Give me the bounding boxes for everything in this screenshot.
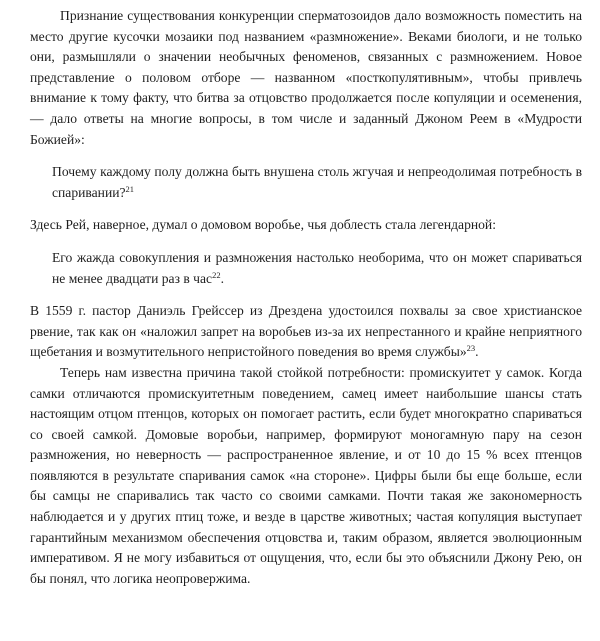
quote-ray-wisdom	[52, 162, 582, 203]
book-page	[30, 6, 582, 589]
footnote-ref-22[interactable]: 22	[212, 269, 221, 280]
paragraph-end-punct: .	[475, 344, 479, 360]
paragraph-text: В 1559 г. пастор Даниэль Грейссер из Дрездена удостоился похвалы за свое христианское рвение, так как он «наложил запрет на воробьев из-за их непрестанного и крайне неприятного щебетания и возмутительного непристойного поведения во время службы»	[30, 303, 582, 360]
quote-text: Его жажда совокупления и размножения настолько необорима, что он может спариваться не менее двадцати раз в час	[52, 249, 582, 286]
paragraph-greisser	[30, 301, 582, 363]
paragraph-house-sparrow	[30, 215, 582, 236]
paragraph-promiscuity	[30, 363, 582, 590]
paragraph-text: Признание существования конкуренции сперматозоидов дало возможность поместить на место другие кусочки мозаики под названием «размножение». Веками биологи, и не только они, размышляли о значении необычных феноменов, связанных с размножением. Новое представление о половом отборе — названном «посткопулятивным», чтобы привлечь внимание к тому факту, что битва за отцовство продолжается после копуляции и осеменения, — дало ответы на многие вопросы, в том числе и заданный Джоном Реем в «Мудрости Божией»:	[30, 8, 582, 147]
quote-sparrow-mating	[52, 248, 582, 289]
footnote-ref-23[interactable]: 23	[466, 343, 476, 354]
paragraph-text: Здесь Рей, наверное, думал о домовом воробье, чья доблесть стала легендарной:	[30, 217, 496, 233]
footnote-ref-21[interactable]: 21	[125, 183, 135, 194]
quote-text: Почему каждому полу должна быть внушена столь жгучая и непреодолимая потребность в спаривании?	[52, 164, 582, 200]
quote-end-punct: .	[220, 270, 224, 286]
paragraph-text: Теперь нам известна причина такой стойкой потребности: промискуитет у самок. Когда самки отличаются промискуитетным поведением, самец имеет наибольшие шансы стать настоящим отцом птенцов, которых он помогает растить, если будет многократно спариваться со своей самкой. Домовые воробьи, например, формируют моногамную пару на сезон размножения, но неверность — распространенное явление, и от 10 до 15 % всех птенцов появляются в результате спаривания самок «на стороне». Цифры были бы еще больше, если бы самцы не спаривались так часто со своими самками. Почти такая же закономерность наблюдается и у других птиц тоже, и везде в царстве животных; частая копуляция выступает гарантийным механизмом обеспечения отцовства и, таким образом, является эволюционным императивом. Я не могу избавиться от ощущения, что, если бы это объяснили Джону Рею, он бы понял, что логика неопровержима.	[30, 364, 582, 586]
paragraph-sperm-competition	[30, 6, 582, 150]
